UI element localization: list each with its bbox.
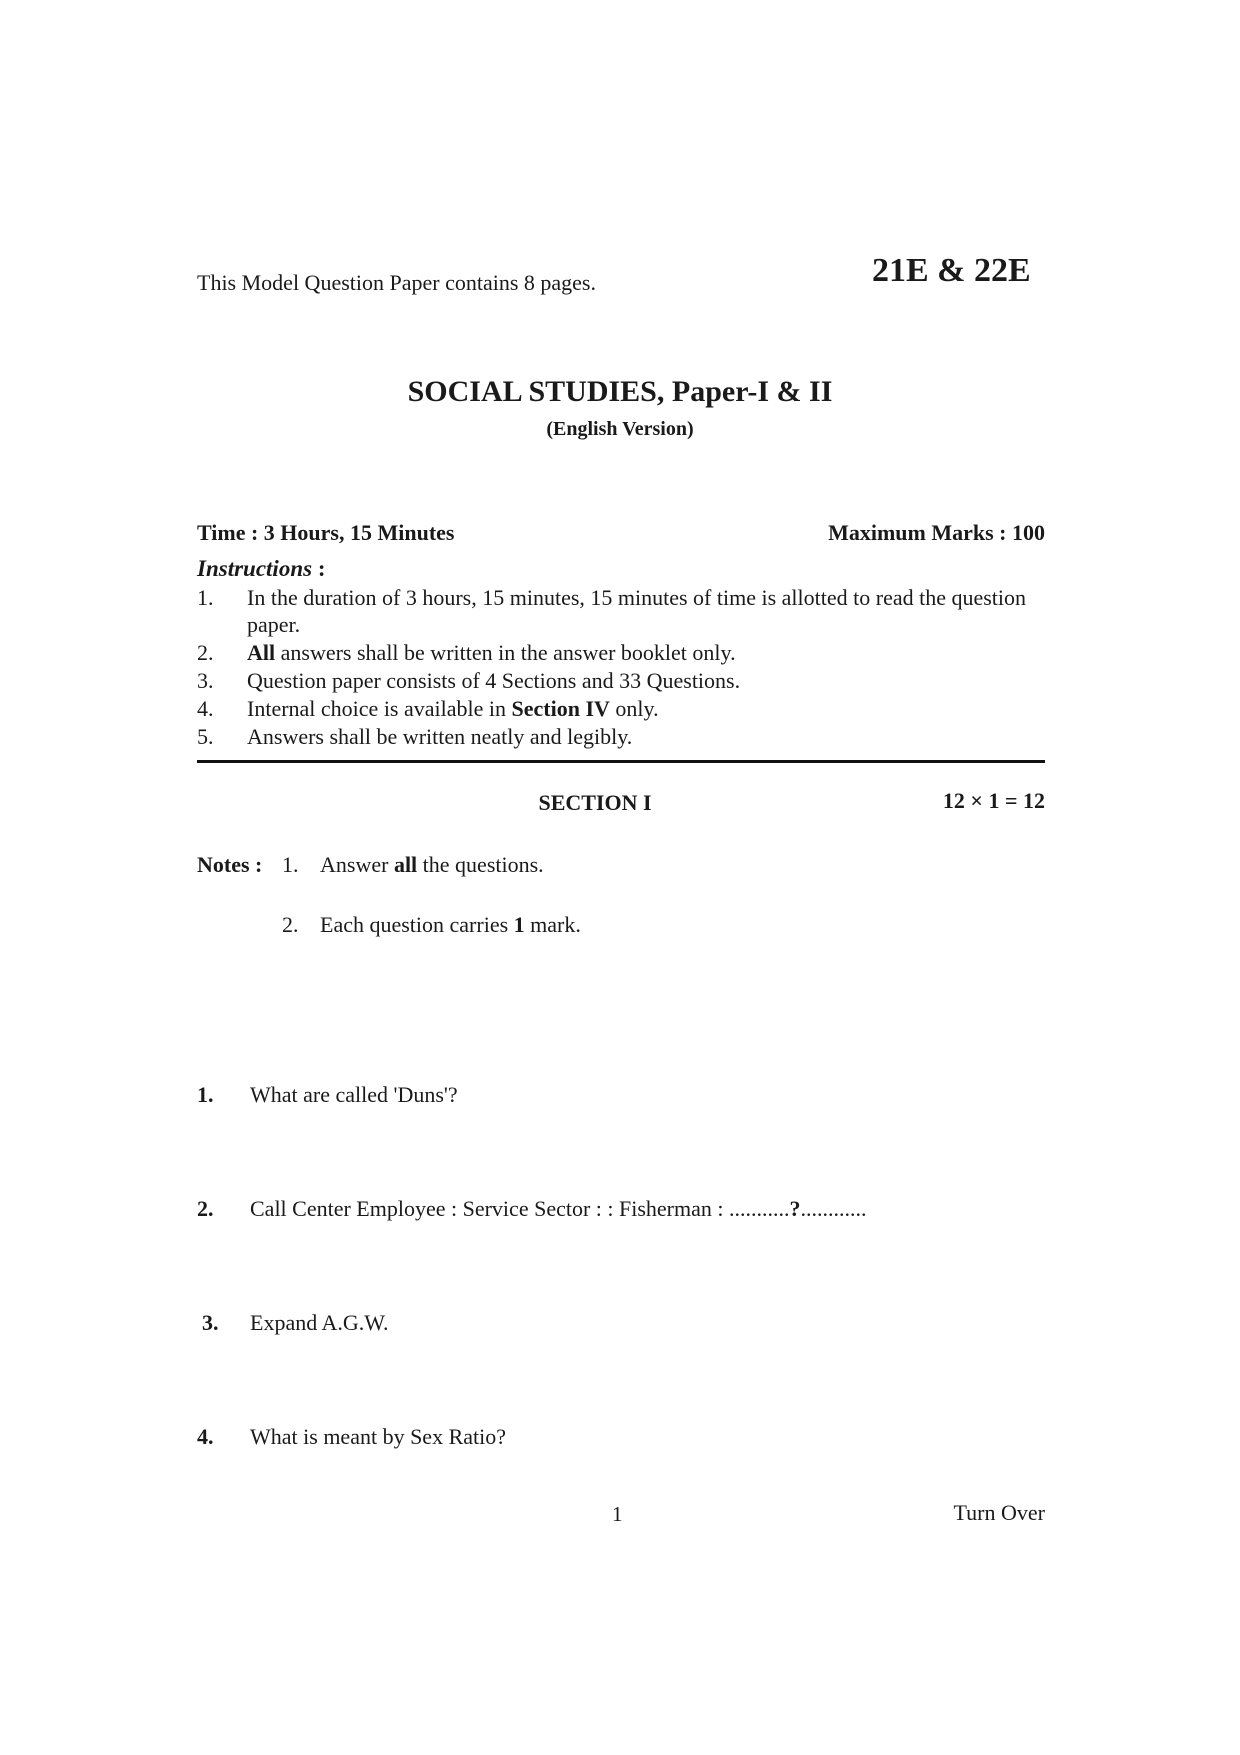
- instruction-item: [197, 667, 1045, 694]
- instruction-text: [247, 639, 1045, 666]
- question-item: [197, 1082, 458, 1108]
- instruction-text: [247, 667, 1045, 694]
- instruction-text: [247, 584, 1045, 638]
- pages-note: This Model Question Paper contains 8 pages.: [197, 270, 596, 295]
- instructions-list: [197, 584, 1045, 751]
- instruction-text: [247, 723, 1045, 750]
- page-title: SOCIAL STUDIES, Paper-I & II: [407, 375, 833, 408]
- page-number: 1: [612, 1502, 623, 1526]
- instruction-text-part: answers shall be written in the answer booklet only.: [275, 640, 736, 665]
- instruction-number: 5.: [197, 724, 214, 749]
- instruction-text-part: Question paper consists of 4 Sections and 33 Questions.: [247, 668, 741, 693]
- maximum-marks: Maximum Marks : 100: [828, 520, 1045, 545]
- instruction-text-part: only.: [609, 696, 659, 721]
- instructions-heading-colon: :: [312, 556, 326, 581]
- paper-code: 21E & 22E: [872, 252, 1031, 289]
- question-number: 3.: [202, 1310, 219, 1335]
- instruction-text-part: Internal choice is available in: [247, 696, 512, 721]
- note-number: 1.: [282, 852, 299, 877]
- turn-over-label: Turn Over: [953, 1500, 1045, 1525]
- instruction-item: [197, 639, 1045, 666]
- question-item: [197, 1424, 506, 1450]
- instruction-item: [197, 695, 1045, 722]
- instruction-number: 1.: [197, 585, 214, 610]
- question-text: Expand A.G.W.: [250, 1310, 389, 1335]
- question-bold-text: ?: [789, 1196, 801, 1221]
- section-heading: SECTION I: [538, 790, 652, 815]
- note-item: [282, 852, 544, 878]
- note-text-part: mark.: [524, 912, 581, 937]
- instruction-bold-text: Section IV: [511, 696, 610, 721]
- note-text-part: the questions.: [417, 852, 544, 877]
- notes-label: Notes :: [197, 852, 263, 877]
- time-allowed: Time : 3 Hours, 15 Minutes: [197, 520, 455, 545]
- question-text-part: ............: [800, 1196, 867, 1221]
- note-item: [282, 912, 581, 938]
- question-text-part: Call Center Employee : Service Sector : : Fisherman : ...........: [250, 1196, 790, 1221]
- instructions-heading: [197, 556, 325, 582]
- instruction-text: [247, 695, 1045, 722]
- instruction-number: 2.: [197, 640, 214, 665]
- section-divider: [197, 760, 1045, 763]
- note-text-part: Each question carries: [320, 912, 514, 937]
- instruction-item: [197, 584, 1045, 638]
- instruction-bold-text: All: [247, 640, 276, 665]
- question-number: 2.: [197, 1196, 214, 1221]
- question-number: 1.: [197, 1082, 214, 1107]
- instruction-text-part: In the duration of 3 hours, 15 minutes, 15 minutes of time is allotted to read the question paper.: [247, 585, 1027, 637]
- page-subtitle: (English Version): [546, 418, 694, 440]
- note-bold-text: all: [393, 852, 418, 877]
- section-marks: 12 × 1 = 12: [942, 788, 1045, 813]
- instruction-item: [197, 723, 1045, 750]
- note-text-part: Answer: [320, 852, 394, 877]
- question-number: 4.: [197, 1424, 214, 1449]
- question-item: [197, 1196, 867, 1222]
- question-text: [250, 1196, 867, 1222]
- instruction-number: 3.: [197, 668, 214, 693]
- question-item: [197, 1310, 389, 1336]
- instruction-text-part: Answers shall be written neatly and legibly.: [247, 724, 633, 749]
- instructions-heading-label: Instructions: [197, 556, 313, 581]
- question-text: What are called 'Duns'?: [250, 1082, 458, 1107]
- note-number: 2.: [282, 912, 299, 937]
- question-text: What is meant by Sex Ratio?: [250, 1424, 506, 1449]
- note-bold-text: 1: [513, 912, 525, 937]
- instruction-number: 4.: [197, 696, 214, 721]
